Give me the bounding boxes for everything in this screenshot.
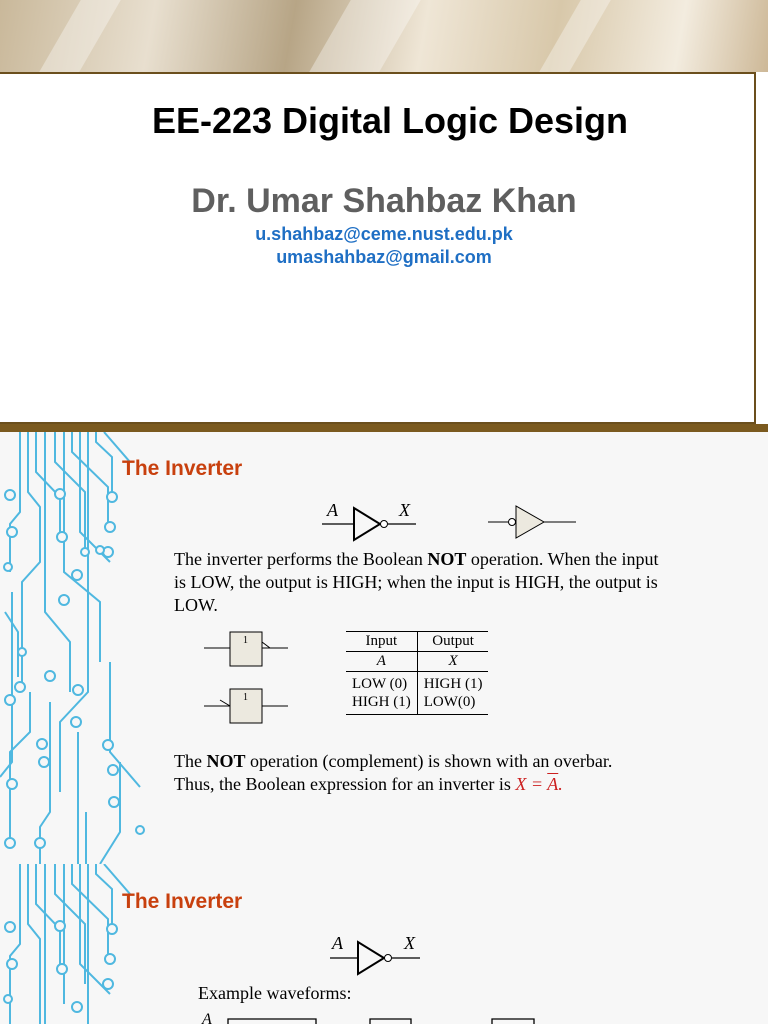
slide-heading: The Inverter (122, 890, 243, 913)
slide-divider (0, 424, 768, 432)
table-cell: LOW (0) (346, 672, 417, 694)
table-header-input: Input (346, 632, 417, 652)
table-cell: HIGH (1) (423, 676, 483, 692)
circuit-decoration (0, 864, 150, 1024)
output-label-x: X (404, 933, 415, 953)
table-cell: LOW(0) (417, 693, 488, 715)
input-label-a: A (327, 500, 338, 520)
description-text: The inverter performs the Boolean (174, 549, 428, 569)
negated-input-inverter-symbol (486, 502, 580, 542)
complement-text: The (174, 751, 207, 771)
description-text-continued: operation. When the input is LOW, the output is HIGH; when the input is HIGH, the output is LOW. (174, 549, 659, 615)
waveforms-label: Example waveforms: (198, 983, 352, 1003)
expression-rhs-overbar: $\overline{A}$ (547, 774, 559, 794)
truth-table (346, 631, 488, 715)
ieee-symbol-label: 1 (243, 635, 248, 646)
ieee-symbol-label: 1 (243, 692, 248, 703)
inverter-waveform-slide (0, 864, 768, 1024)
table-subheader-x: X (417, 652, 488, 672)
not-keyword: NOT (427, 549, 467, 569)
title-slide (0, 0, 768, 432)
ieee-inverter-symbol-output-negation (202, 630, 292, 670)
inverter-slide (0, 432, 768, 864)
table-header-output: Output (417, 632, 488, 652)
course-title: EE-223 Digital Logic Design (151, 100, 629, 141)
complement-text-continued: operation (complement) is shown with an overbar. Thus, the Boolean expression for an inverter is (174, 751, 613, 794)
email-link-2[interactable]: umashahbaz@gmail.com (276, 247, 492, 267)
circuit-decoration (0, 432, 150, 864)
complement-description (174, 750, 654, 796)
table-cell: HIGH (1) (346, 693, 417, 715)
not-keyword: NOT (206, 751, 246, 771)
waveform-label-a: A (202, 1011, 212, 1024)
expression-lhs: X = (515, 774, 548, 794)
table-subheader-a: A (346, 652, 417, 672)
slide-heading: The Inverter (122, 457, 243, 480)
output-label-x: X (399, 500, 410, 520)
inverter-symbol (326, 930, 426, 976)
expression-end: . (558, 774, 563, 794)
input-waveform (200, 1010, 540, 1024)
inverter-symbol (318, 498, 428, 544)
input-label-a: A (332, 933, 343, 953)
inverter-description (174, 548, 674, 617)
author-name: Dr. Umar Shahbaz Khan (191, 182, 577, 220)
decorative-banner (0, 0, 768, 72)
ieee-inverter-symbol-input-negation (202, 686, 292, 726)
email-link-1[interactable]: u.shahbaz@ceme.nust.edu.pk (255, 224, 513, 244)
